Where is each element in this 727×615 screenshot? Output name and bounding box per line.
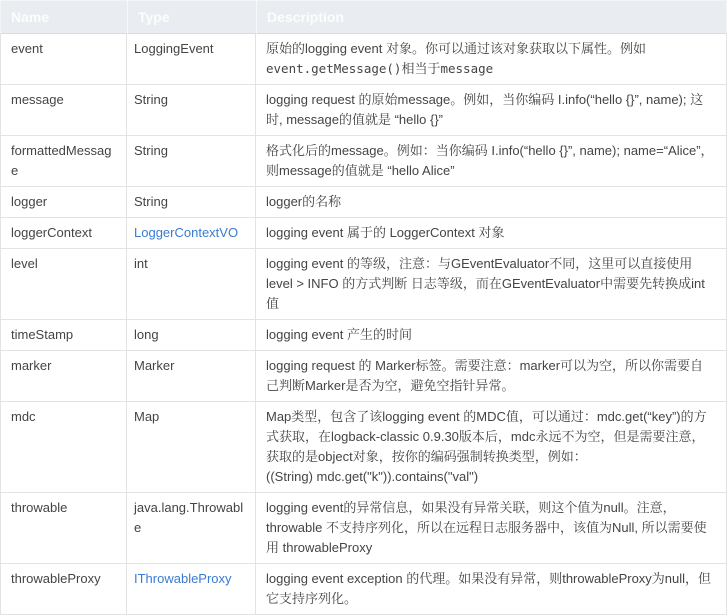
table-row: [0, 218, 727, 249]
table-row: [0, 493, 727, 564]
table-row: [0, 351, 727, 402]
description-text-segment: logging event 属于的 LoggerContext 对象: [266, 225, 505, 240]
table-row: [0, 85, 727, 136]
header-name: Name: [0, 0, 127, 34]
table-row: [0, 34, 727, 85]
description-cell: [256, 351, 727, 402]
description-text-segment: 原始的logging event 对象。你可以通过该对象获取以下属性。例如: [266, 41, 646, 56]
type-label: int: [134, 256, 148, 271]
description-text-segment: logging event的异常信息，如果没有异常关联，则这个值为null。注意，throwable 不支持序列化，所以在远程日志服务器中，该值为Null, 所以需要使用 throwableProxy: [266, 500, 707, 555]
description-cell: [256, 402, 727, 493]
description-text-segment: logging event exception 的代理。如果没有异常，则throwableProxy为null，但它支持序列化。: [266, 571, 712, 606]
description-cell: [256, 136, 727, 187]
name-cell: timeStamp: [0, 320, 127, 351]
type-label: Map: [134, 409, 160, 424]
header-description: Description: [256, 0, 727, 34]
type-label: String: [134, 92, 168, 107]
table-row: [0, 564, 727, 615]
name-cell: marker: [0, 351, 127, 402]
name-cell: mdc: [0, 402, 127, 493]
type-cell: [127, 136, 256, 187]
type-label: java.lang.Throwable: [134, 500, 244, 535]
type-label: Marker: [134, 358, 175, 373]
header-type: Type: [127, 0, 256, 34]
description-text-segment: logger的名称: [266, 194, 342, 209]
type-cell: [127, 493, 256, 564]
name-cell: event: [0, 34, 127, 85]
description-cell: [256, 218, 727, 249]
description-text-segment: ((String) mdc.get("k")).contains("val"): [266, 469, 479, 484]
description-text-segment: logging event 的等级，注意：与GEventEvaluator不同，这里可以直接使用 level > INFO 的方式判断 日志等级，而在GEventEvaluator中需要先转换成int值: [266, 256, 705, 311]
type-cell: [127, 564, 256, 615]
type-cell: [127, 249, 256, 320]
table-body: [0, 34, 727, 615]
table-row: [0, 249, 727, 320]
table-row: [0, 320, 727, 351]
description-cell: [256, 564, 727, 615]
description-cell: [256, 187, 727, 218]
type-cell: [127, 402, 256, 493]
name-cell: throwable: [0, 493, 127, 564]
type-cell: [127, 187, 256, 218]
type-cell: [127, 218, 256, 249]
description-cell: [256, 85, 727, 136]
description-cell: [256, 493, 727, 564]
table-row: [0, 187, 727, 218]
type-cell: [127, 320, 256, 351]
description-cell: [256, 249, 727, 320]
description-text-segment: logging request 的原始message。例如，当你编码 I.info(“hello {}”, name); 这时, message的值就是 “hello {}”: [266, 92, 704, 127]
name-cell: logger: [0, 187, 127, 218]
name-cell: loggerContext: [0, 218, 127, 249]
type-link[interactable]: IThrowableProxy: [134, 571, 232, 586]
name-cell: formattedMessage: [0, 136, 127, 187]
description-cell: [256, 34, 727, 85]
name-cell: level: [0, 249, 127, 320]
name-cell: message: [0, 85, 127, 136]
description-cell: [256, 320, 727, 351]
description-text-segment: 格式化后的message。例如：当你编码 I.info(“hello {}”, name); name=“Alice”，则message的值就是 “hello Alice”: [266, 143, 714, 178]
type-label: String: [134, 143, 168, 158]
table-row: [0, 402, 727, 493]
type-label: LoggingEvent: [134, 41, 214, 56]
description-text-segment: logging request 的 Marker标签。需要注意：marker可以为空，所以你需要自己判断Marker是否为空，避免空指针异常。: [266, 358, 704, 393]
type-cell: [127, 34, 256, 85]
table-header: [0, 0, 727, 34]
table-row: [0, 136, 727, 187]
type-cell: [127, 85, 256, 136]
type-label: String: [134, 194, 168, 209]
type-cell: [127, 351, 256, 402]
name-cell: throwableProxy: [0, 564, 127, 615]
description-code-segment: event.getMessage(): [266, 61, 402, 76]
description-text-segment: 相当于: [401, 61, 441, 76]
type-link[interactable]: LoggerContextVO: [134, 225, 239, 240]
description-code-segment: message: [440, 61, 494, 76]
description-text-segment: logging event 产生的时间: [266, 327, 412, 342]
type-label: long: [134, 327, 159, 342]
description-text-segment: Map类型，包含了该logging event 的MDC值，可以通过：mdc.get(“key”)的方式获取，在logback-classic 0.9.30版本后，mdc永远不为空，但是需要注意，获取的是object对象，按你的编码强制转换类型，例如：: [266, 409, 707, 464]
